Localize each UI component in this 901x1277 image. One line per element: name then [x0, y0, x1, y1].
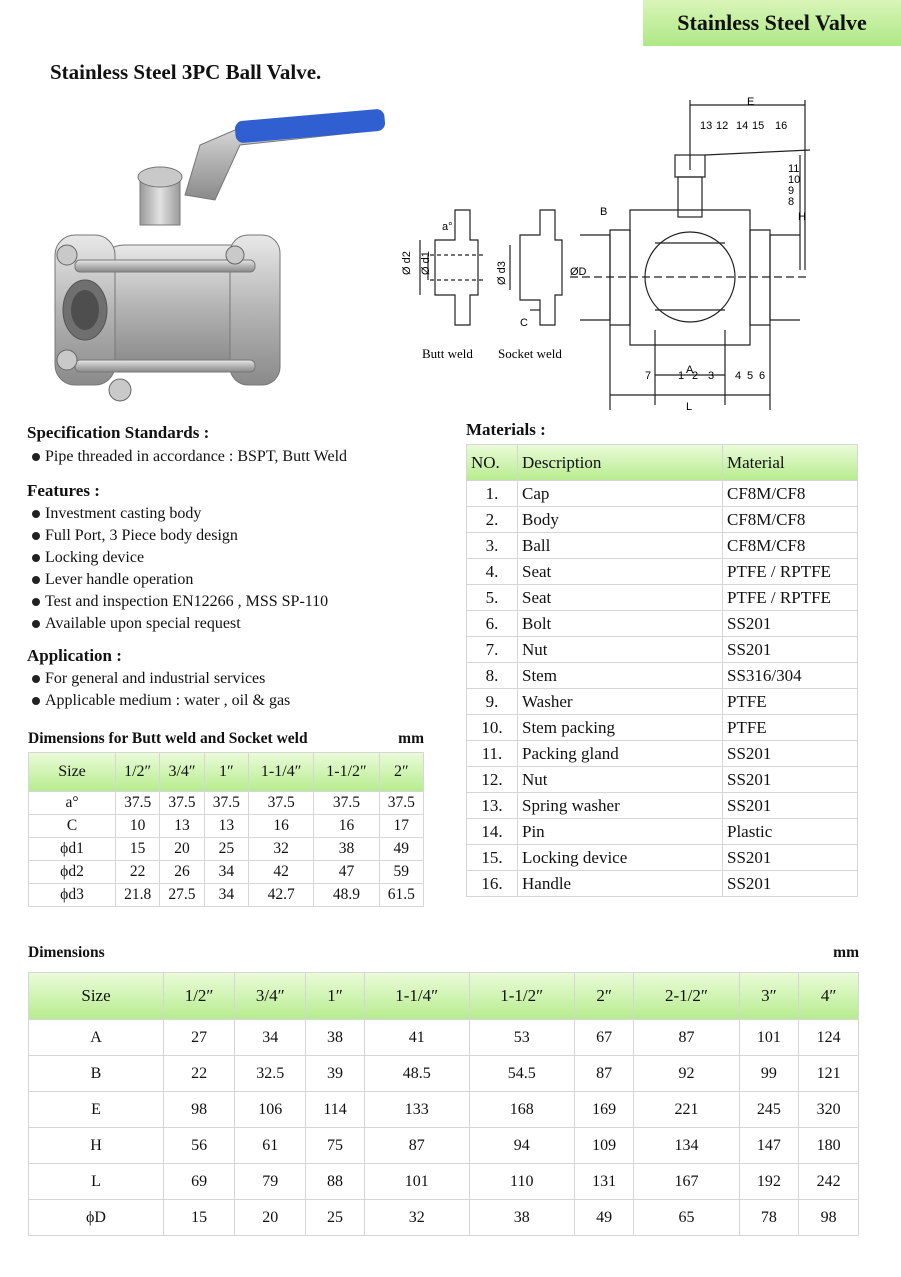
table-cell: 98	[799, 1200, 859, 1236]
table-cell: 124	[799, 1020, 859, 1056]
table-row	[467, 741, 858, 767]
table-cell: 42	[248, 861, 313, 884]
part-8: 8	[788, 196, 795, 208]
label-h: H	[798, 211, 806, 223]
table-cell: 109	[574, 1128, 634, 1164]
table-cell: 168	[469, 1092, 574, 1128]
table-cell: 34	[204, 884, 248, 907]
bullet-icon	[32, 510, 40, 518]
bullet-icon	[32, 675, 40, 683]
header-cell: 1/2″	[116, 753, 160, 792]
valve-section-drawing	[570, 95, 810, 425]
header-cell: 2″	[379, 753, 423, 792]
table-row	[29, 1020, 859, 1056]
table-cell: Stem packing	[518, 715, 723, 741]
label-e: E	[747, 96, 755, 108]
list-item: Pipe threaded in accordance : BSPT, Butt Weld	[32, 446, 347, 468]
table-cell: 9.	[467, 689, 518, 715]
bullet-icon	[32, 620, 40, 628]
table-cell: 8.	[467, 663, 518, 689]
table-cell: Handle	[518, 871, 723, 897]
bullet-icon	[32, 598, 40, 606]
table-cell: 25	[204, 838, 248, 861]
header-cell: 1″	[204, 753, 248, 792]
header-cell: 4″	[799, 973, 859, 1020]
bullet-icon	[32, 576, 40, 584]
table-cell: 5.	[467, 585, 518, 611]
table-cell: 7.	[467, 637, 518, 663]
table-cell: PTFE / RPTFE	[723, 559, 858, 585]
table-cell: 106	[235, 1092, 306, 1128]
table-row	[29, 1092, 859, 1128]
table-cell: 16.	[467, 871, 518, 897]
table-cell: 16	[248, 815, 313, 838]
list-item: Lever handle operation	[32, 569, 328, 591]
table-cell: 34	[204, 861, 248, 884]
table-row	[29, 1056, 859, 1092]
table-cell: 192	[739, 1164, 799, 1200]
table-cell: 21.8	[116, 884, 160, 907]
page-title: Stainless Steel 3PC Ball Valve.	[50, 60, 322, 84]
table-cell: ϕd3	[29, 884, 116, 907]
materials-heading: Materials :	[466, 420, 546, 439]
part-9: 9	[788, 185, 795, 197]
table-cell: 87	[634, 1020, 739, 1056]
table-row	[29, 1128, 859, 1164]
table-cell: PTFE / RPTFE	[723, 585, 858, 611]
table-header-row	[29, 753, 424, 792]
table-cell: Seat	[518, 559, 723, 585]
table-row	[467, 845, 858, 871]
table-cell: 13.	[467, 793, 518, 819]
table-cell: SS201	[723, 611, 858, 637]
table-cell: Locking device	[518, 845, 723, 871]
table-cell: 134	[634, 1128, 739, 1164]
table-cell: SS201	[723, 637, 858, 663]
table-cell: 15	[116, 838, 160, 861]
part-10: 10	[788, 174, 801, 186]
table-cell: 6.	[467, 611, 518, 637]
bullet-icon	[32, 453, 40, 461]
header-cell: 1-1/2″	[469, 973, 574, 1020]
application-heading: Application :	[27, 646, 122, 665]
header-cell: 2″	[574, 973, 634, 1020]
header-cell: 3/4″	[235, 973, 306, 1020]
header-cell: 2-1/2″	[634, 973, 739, 1020]
weld-end-drawings	[390, 200, 590, 370]
table-cell: Washer	[518, 689, 723, 715]
table-cell: 38	[469, 1200, 574, 1236]
table-cell: 49	[574, 1200, 634, 1236]
table-row	[467, 871, 858, 897]
table-cell: 48.9	[314, 884, 379, 907]
table-cell: 78	[739, 1200, 799, 1236]
table-cell: 99	[739, 1056, 799, 1092]
table-cell: 22	[164, 1056, 235, 1092]
table-row	[467, 793, 858, 819]
table-cell: 27	[164, 1020, 235, 1056]
header-cell: Size	[29, 973, 164, 1020]
table-cell: Pin	[518, 819, 723, 845]
header-cell: 3″	[739, 973, 799, 1020]
label-a: a°	[442, 221, 453, 233]
table-cell: Cap	[518, 481, 723, 507]
ball-valve-photo	[35, 105, 395, 405]
table-cell: 10.	[467, 715, 518, 741]
table-cell: 37.5	[314, 792, 379, 815]
table-row	[467, 689, 858, 715]
table-cell: 61	[235, 1128, 306, 1164]
table-row	[467, 533, 858, 559]
table-cell: 61.5	[379, 884, 423, 907]
table-row	[29, 838, 424, 861]
table-header-row	[29, 973, 859, 1020]
table-cell: Bolt	[518, 611, 723, 637]
table-row	[29, 884, 424, 907]
table-cell: 221	[634, 1092, 739, 1128]
table-cell: 25	[306, 1200, 364, 1236]
part-6: 6	[759, 370, 766, 382]
dimensions-section	[28, 944, 859, 1236]
table-cell: 26	[160, 861, 204, 884]
part-1: 1	[678, 370, 685, 382]
header-cell: Size	[29, 753, 116, 792]
weld-dims-heading: Dimensions for Butt weld and Socket weld	[28, 730, 308, 747]
list-item: Full Port, 3 Piece body design	[32, 525, 328, 547]
table-cell: 38	[314, 838, 379, 861]
table-row	[29, 861, 424, 884]
table-cell: PTFE	[723, 689, 858, 715]
table-cell: 2.	[467, 507, 518, 533]
part-7: 7	[645, 370, 652, 382]
table-cell: 49	[379, 838, 423, 861]
bullet-icon	[32, 554, 40, 562]
weld-dims-section	[28, 730, 424, 907]
table-row	[467, 481, 858, 507]
table-cell: Spring washer	[518, 793, 723, 819]
table-cell: 53	[469, 1020, 574, 1056]
table-row	[29, 792, 424, 815]
table-cell: 79	[235, 1164, 306, 1200]
part-2: 2	[692, 370, 699, 382]
table-cell: 16	[314, 815, 379, 838]
table-cell: 38	[306, 1020, 364, 1056]
part-5: 5	[747, 370, 754, 382]
table-cell: 167	[634, 1164, 739, 1200]
table-cell: Nut	[518, 637, 723, 663]
table-cell: 101	[364, 1164, 469, 1200]
table-cell: 42.7	[248, 884, 313, 907]
table-cell: PTFE	[723, 715, 858, 741]
part-15: 15	[752, 120, 765, 132]
table-row	[467, 767, 858, 793]
table-cell: CF8M/CF8	[723, 533, 858, 559]
table-cell: 75	[306, 1128, 364, 1164]
table-cell: Plastic	[723, 819, 858, 845]
table-cell: 14.	[467, 819, 518, 845]
table-cell: 242	[799, 1164, 859, 1200]
table-cell: ϕd2	[29, 861, 116, 884]
table-row	[29, 1200, 859, 1236]
table-cell: ϕD	[29, 1200, 164, 1236]
table-cell: 12.	[467, 767, 518, 793]
part-11: 11	[788, 163, 800, 175]
table-cell: 32	[248, 838, 313, 861]
table-cell: 110	[469, 1164, 574, 1200]
table-cell: Seat	[518, 585, 723, 611]
table-cell: 13	[160, 815, 204, 838]
table-cell: SS201	[723, 871, 858, 897]
table-row	[467, 507, 858, 533]
header-cell: 1/2″	[164, 973, 235, 1020]
socket-weld-label: Socket weld	[498, 346, 562, 361]
table-cell: SS201	[723, 845, 858, 871]
application-section	[27, 646, 290, 712]
dimensions-heading: Dimensions	[28, 944, 105, 961]
table-cell: Packing gland	[518, 741, 723, 767]
table-cell: 87	[364, 1128, 469, 1164]
list-item: Investment casting body	[32, 503, 328, 525]
table-cell: CF8M/CF8	[723, 507, 858, 533]
table-cell: 37.5	[116, 792, 160, 815]
table-cell: 56	[164, 1128, 235, 1164]
header-cell: NO.	[467, 445, 518, 481]
table-cell: ϕd1	[29, 838, 116, 861]
list-item: Locking device	[32, 547, 328, 569]
table-cell: 15	[164, 1200, 235, 1236]
table-cell: SS201	[723, 741, 858, 767]
features-section	[27, 481, 328, 635]
table-cell: B	[29, 1056, 164, 1092]
table-cell: 94	[469, 1128, 574, 1164]
table-cell: 20	[235, 1200, 306, 1236]
table-cell: 92	[634, 1056, 739, 1092]
label-od: ØD	[570, 266, 587, 278]
table-cell: 11.	[467, 741, 518, 767]
table-row	[467, 637, 858, 663]
part-16: 16	[775, 120, 788, 132]
table-cell: 180	[799, 1128, 859, 1164]
table-cell: 32	[364, 1200, 469, 1236]
table-cell: L	[29, 1164, 164, 1200]
list-item: For general and industrial services	[32, 668, 290, 690]
label-c: C	[520, 317, 528, 329]
table-cell: SS316/304	[723, 663, 858, 689]
table-row	[29, 815, 424, 838]
table-row	[467, 819, 858, 845]
table-cell: Ball	[518, 533, 723, 559]
table-cell: 34	[235, 1020, 306, 1056]
features-heading: Features :	[27, 481, 100, 500]
table-cell: Stem	[518, 663, 723, 689]
table-cell: H	[29, 1128, 164, 1164]
table-cell: 54.5	[469, 1056, 574, 1092]
table-row	[467, 559, 858, 585]
table-cell: 98	[164, 1092, 235, 1128]
label-a-dim: A	[686, 364, 694, 376]
table-cell: 59	[379, 861, 423, 884]
header-banner: Stainless Steel Valve	[643, 0, 901, 46]
table-cell: 39	[306, 1056, 364, 1092]
header-cell: Description	[518, 445, 723, 481]
table-cell: 121	[799, 1056, 859, 1092]
table-cell: 47	[314, 861, 379, 884]
table-cell: 65	[634, 1200, 739, 1236]
list-item: Available upon special request	[32, 613, 328, 635]
table-cell: 133	[364, 1092, 469, 1128]
header-cell: 1-1/4″	[248, 753, 313, 792]
header-cell: 3/4″	[160, 753, 204, 792]
butt-weld-label: Butt weld	[422, 346, 473, 361]
label-d2: Ø d2	[401, 251, 413, 275]
table-cell: 87	[574, 1056, 634, 1092]
table-cell: 69	[164, 1164, 235, 1200]
table-cell: 147	[739, 1128, 799, 1164]
table-cell: E	[29, 1092, 164, 1128]
table-cell: 22	[116, 861, 160, 884]
table-row	[467, 715, 858, 741]
table-cell: 37.5	[379, 792, 423, 815]
table-cell: SS201	[723, 793, 858, 819]
table-row	[467, 585, 858, 611]
table-cell: 37.5	[160, 792, 204, 815]
part-13: 13	[700, 120, 713, 132]
dimensions-table	[28, 972, 859, 1236]
table-cell: 67	[574, 1020, 634, 1056]
table-cell: A	[29, 1020, 164, 1056]
header-cell: Material	[723, 445, 858, 481]
table-cell: 37.5	[204, 792, 248, 815]
table-cell: CF8M/CF8	[723, 481, 858, 507]
table-cell: 20	[160, 838, 204, 861]
part-14: 14	[736, 120, 749, 132]
part-4: 4	[735, 370, 742, 382]
table-cell: C	[29, 815, 116, 838]
table-cell: 320	[799, 1092, 859, 1128]
table-cell: SS201	[723, 767, 858, 793]
table-cell: Body	[518, 507, 723, 533]
header-cell: 1″	[306, 973, 364, 1020]
table-cell: a°	[29, 792, 116, 815]
label-l: L	[686, 401, 693, 413]
materials-table	[466, 444, 858, 897]
header-cell: 1-1/4″	[364, 973, 469, 1020]
list-item: Applicable medium : water , oil & gas	[32, 690, 290, 712]
table-cell: 32.5	[235, 1056, 306, 1092]
table-row	[467, 611, 858, 637]
table-header-row	[467, 445, 858, 481]
part-12: 12	[716, 120, 729, 132]
list-item: Test and inspection EN12266 , MSS SP-110	[32, 591, 328, 613]
table-cell: 15.	[467, 845, 518, 871]
label-d1: Ø d1	[420, 251, 432, 275]
table-cell: 101	[739, 1020, 799, 1056]
part-3: 3	[708, 370, 715, 382]
table-cell: 1.	[467, 481, 518, 507]
bullet-icon	[32, 532, 40, 540]
table-cell: 245	[739, 1092, 799, 1128]
label-b: B	[600, 206, 608, 218]
table-cell: 13	[204, 815, 248, 838]
table-cell: 131	[574, 1164, 634, 1200]
label-d3: Ø d3	[496, 261, 508, 285]
header-cell: 1-1/2″	[314, 753, 379, 792]
table-cell: 37.5	[248, 792, 313, 815]
spec-section	[27, 423, 347, 468]
bullet-icon	[32, 697, 40, 705]
table-cell: 41	[364, 1020, 469, 1056]
table-row	[467, 663, 858, 689]
dimensions-unit: mm	[833, 944, 859, 961]
table-cell: 3.	[467, 533, 518, 559]
materials-section	[466, 420, 858, 897]
table-cell: 114	[306, 1092, 364, 1128]
table-cell: 48.5	[364, 1056, 469, 1092]
spec-heading: Specification Standards :	[27, 423, 210, 442]
table-cell: 10	[116, 815, 160, 838]
weld-dims-unit: mm	[398, 730, 424, 747]
weld-dims-table	[28, 752, 424, 907]
table-cell: Nut	[518, 767, 723, 793]
table-cell: 4.	[467, 559, 518, 585]
table-cell: 17	[379, 815, 423, 838]
table-cell: 88	[306, 1164, 364, 1200]
table-row	[29, 1164, 859, 1200]
table-cell: 169	[574, 1092, 634, 1128]
table-cell: 27.5	[160, 884, 204, 907]
